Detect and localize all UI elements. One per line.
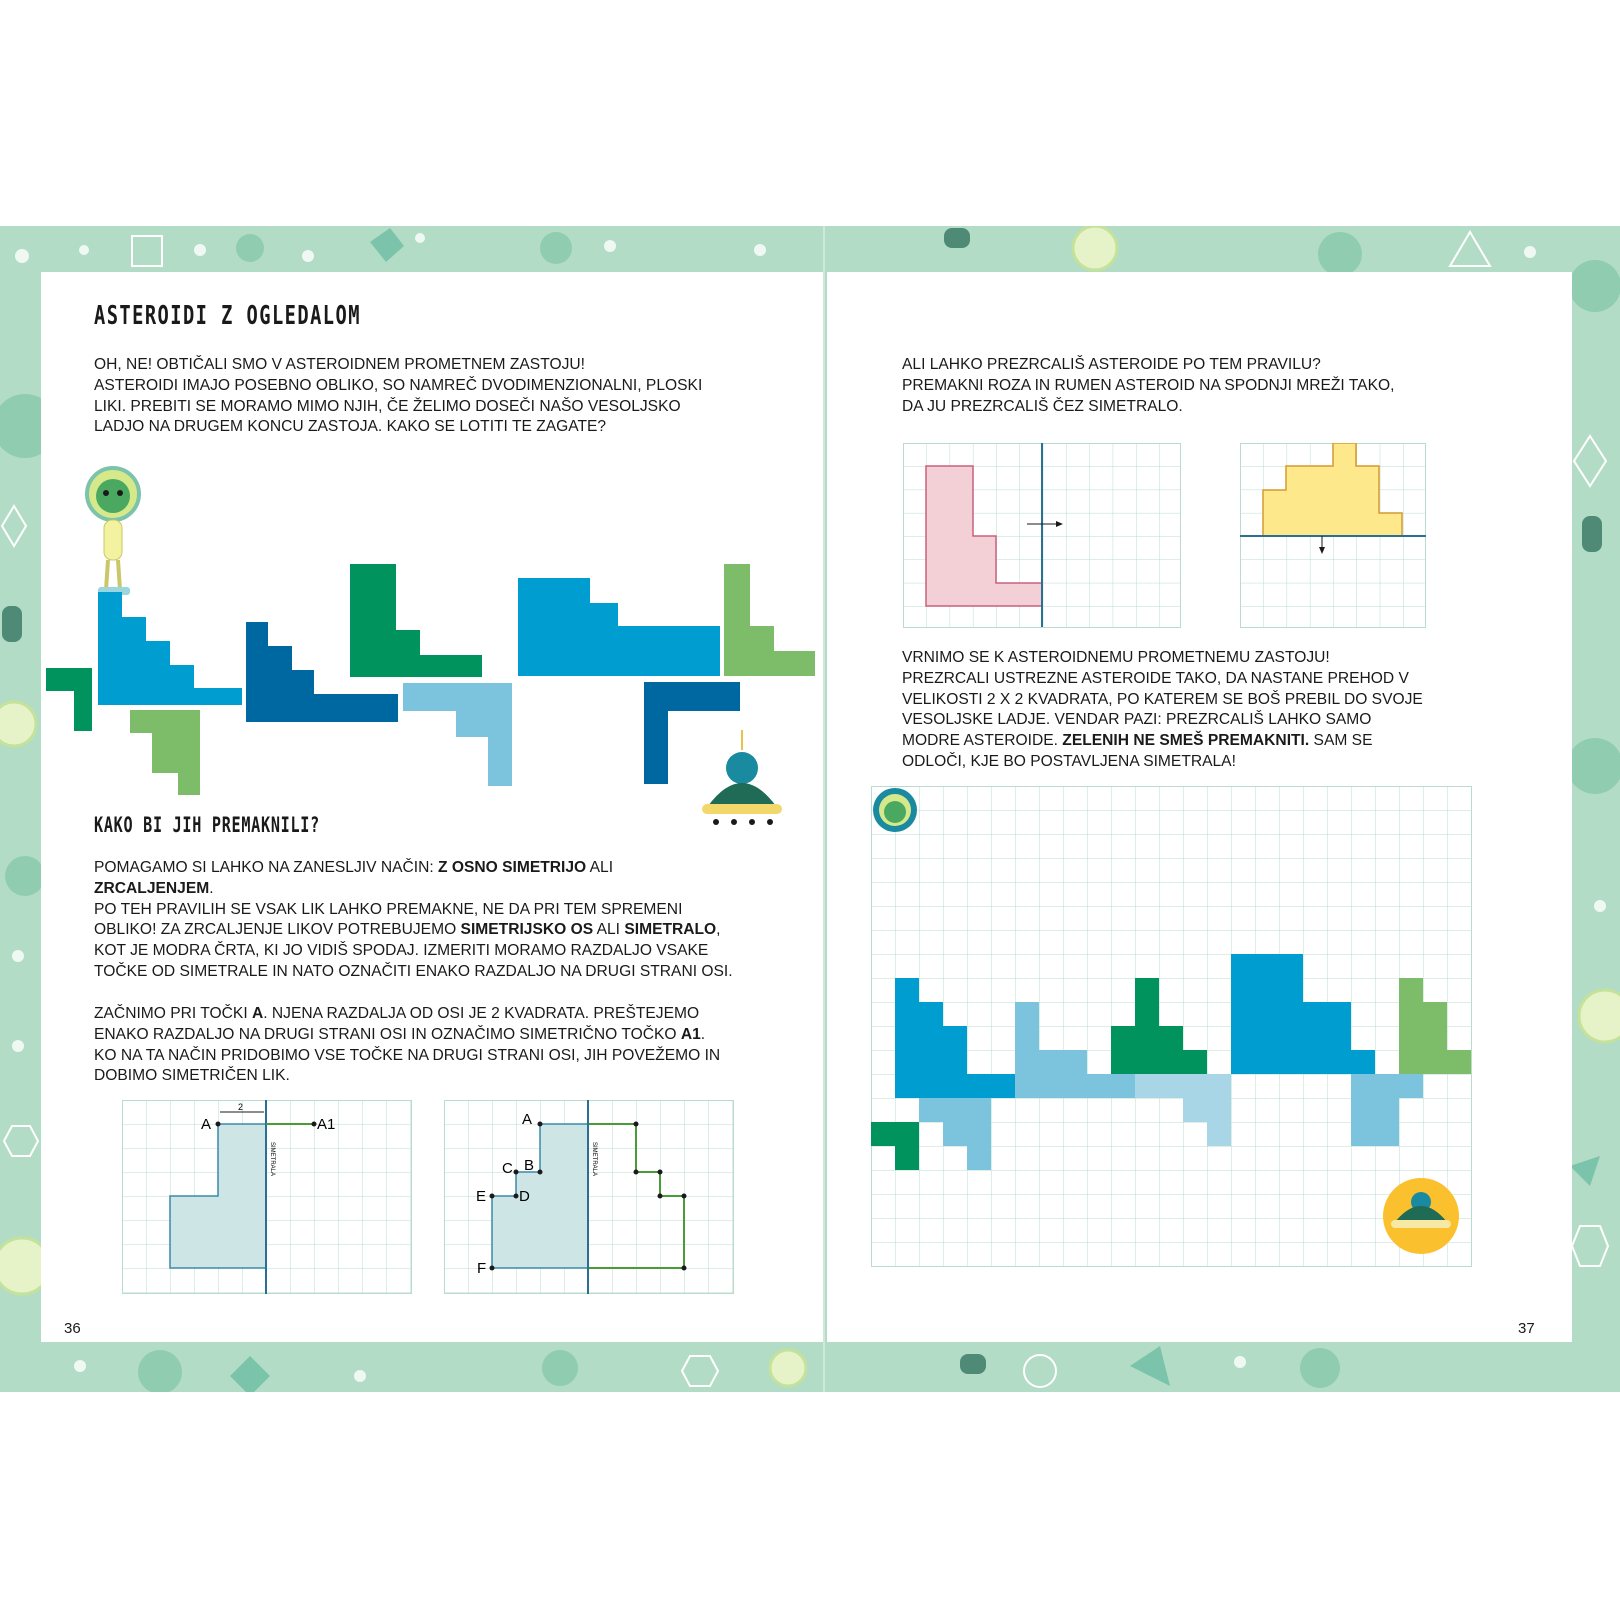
ufo-icon bbox=[702, 730, 782, 825]
task2-line: ODLOČI, KJE BO POSTAVLJENA SIMETRALA! bbox=[902, 752, 1236, 770]
method-text: . bbox=[209, 879, 214, 897]
star-icon bbox=[354, 1370, 366, 1382]
square-shape-icon bbox=[132, 236, 162, 266]
asteroid-illustration bbox=[0, 460, 823, 840]
method-text: KOT JE MODRA ČRTA, KI JO VIDIŠ SPODAJ. IZMERITI MORAMO RAZDALJO VSAKE bbox=[94, 942, 709, 960]
blue-asteroid bbox=[518, 578, 720, 676]
section-subtitle: KAKO BI JIH PREMAKNILI? bbox=[94, 813, 320, 837]
point-dot bbox=[490, 1266, 495, 1271]
planet-icon bbox=[1300, 1348, 1340, 1388]
point-label: C bbox=[502, 1160, 513, 1177]
point-label: E bbox=[476, 1188, 487, 1205]
sun-icon bbox=[770, 1350, 806, 1386]
hexagon-shape-icon bbox=[4, 1126, 38, 1156]
diamond-shape-icon bbox=[1574, 436, 1606, 486]
ufo-badge-icon bbox=[1383, 1178, 1459, 1254]
task1-paragraph bbox=[902, 355, 1394, 417]
point-label: D bbox=[519, 1188, 530, 1205]
yellow-exercise-grid bbox=[1240, 443, 1428, 629]
point-a-label: A bbox=[201, 1116, 212, 1133]
axis-label: SIMETRALA bbox=[591, 1142, 597, 1177]
alien-badge-icon bbox=[873, 788, 917, 832]
steps-text: DOBIMO SIMETRIČEN LIK. bbox=[94, 1067, 290, 1085]
steps-text: . bbox=[700, 1025, 706, 1043]
task1-line: PREMAKNI ROZA IN RUMEN ASTEROID NA SPODNJI MREŽI TAKO, bbox=[902, 376, 1395, 394]
method-text: ALI bbox=[586, 859, 614, 876]
star-icon bbox=[754, 244, 766, 256]
intro-line: ASTEROIDI IMAJO POSEBNO OBLIKO, SO NAMREČ DVODIMENZIONALNI, PLOSKI bbox=[94, 376, 703, 394]
star-icon bbox=[302, 250, 314, 262]
star-icon bbox=[1524, 246, 1536, 258]
task1-line: DA JU PREZRCALIŠ ČEZ SIMETRALO. bbox=[902, 397, 1183, 415]
method-paragraph bbox=[94, 858, 733, 983]
light-blue-asteroid bbox=[403, 683, 512, 786]
planet-icon bbox=[540, 232, 572, 264]
blue-asteroid[interactable] bbox=[991, 1074, 1015, 1098]
method-bold-text: SIMETRIJSKO OS bbox=[460, 921, 594, 939]
intro-line: OH, NE! OBTIČALI SMO V ASTEROIDNEM PROMETNEM ZASTOJU! bbox=[94, 356, 585, 373]
dark-blue-asteroid bbox=[644, 682, 740, 784]
green-asteroid bbox=[350, 564, 482, 677]
method-text: TOČKE OD SIMETRALE IN NATO OZNAČITI ENAKO RAZDALJO NA DRUGI STRANI OSI. bbox=[94, 962, 733, 980]
distance-label: 2 bbox=[238, 1102, 244, 1112]
point-label: B bbox=[524, 1157, 535, 1174]
star-icon bbox=[1594, 900, 1606, 912]
method-text: POMAGAMO SI LAHKO NA ZANESLJIV NAČIN: bbox=[94, 859, 439, 876]
steps-paragraph bbox=[94, 1004, 720, 1087]
green-asteroid bbox=[724, 564, 815, 676]
method-text: PO TEH PRAVILIH SE VSAK LIK LAHKO PREMAKNE, NE DA PRI TEM SPREMENI bbox=[94, 900, 683, 918]
point-dot bbox=[682, 1194, 687, 1199]
task2-bold-text: ZELENIH NE SMEŠ PREMAKNITI. bbox=[1062, 732, 1310, 750]
star-icon bbox=[1234, 1356, 1246, 1368]
planet-icon bbox=[236, 234, 264, 262]
steps-bold-text: A bbox=[251, 1005, 264, 1022]
point-dot bbox=[514, 1194, 519, 1199]
light-blue-asteroid[interactable] bbox=[1087, 1074, 1135, 1098]
traffic-jam-grid bbox=[871, 786, 1473, 1268]
point-dot bbox=[658, 1194, 663, 1199]
symmetry-diagram-1 bbox=[122, 1100, 414, 1296]
star-icon bbox=[12, 950, 24, 962]
steps-text: ENAKO RAZDALJO NA DRUGI STRANI OSI IN OZNAČIMO SIMETRIČNO TOČKO bbox=[94, 1025, 681, 1043]
task2-line: VELIKOSTI 2 X 2 KVADRATA, PO KATEREM SE BOŠ PREBIL DO SVOJE bbox=[902, 690, 1423, 708]
method-bold-text: SIMETRALO bbox=[624, 921, 717, 939]
planet-icon bbox=[138, 1350, 182, 1392]
intro-line: LADJO NA DRUGEM KONCU ZASTOJA. KAKO SE LOTITI TE ZAGATE? bbox=[94, 418, 607, 436]
method-text: ALI bbox=[593, 921, 625, 939]
crystal-icon bbox=[1130, 1346, 1170, 1386]
symmetry-diagram-2 bbox=[444, 1100, 736, 1296]
task2-line: VRNIMO SE K ASTEROIDNEMU PROMETNEMU ZASTOJU! bbox=[902, 649, 1330, 666]
task2-line: VESOLJSKE LADJE. VENDAR PAZI: PREZRCALIŠ LAHKO SAMO bbox=[902, 711, 1372, 729]
task2-paragraph bbox=[902, 648, 1423, 773]
page-number-left: 36 bbox=[64, 1320, 81, 1337]
blue-asteroid bbox=[98, 592, 242, 705]
alien-icon bbox=[87, 468, 139, 595]
point-a1-dot bbox=[312, 1122, 317, 1127]
task2-text: MODRE ASTEROIDE. bbox=[902, 732, 1063, 750]
sun-icon bbox=[1579, 990, 1620, 1042]
planet-icon bbox=[1567, 738, 1620, 794]
circle-shape-icon bbox=[1024, 1355, 1056, 1387]
triangle-shape-icon bbox=[1450, 232, 1490, 266]
sun-icon bbox=[1073, 226, 1117, 270]
method-text: , bbox=[716, 921, 721, 939]
crystal-icon bbox=[370, 228, 404, 262]
page-title: ASTEROIDI Z OGLEDALOM bbox=[94, 301, 361, 331]
method-bold-text: Z OSNO SIMETRIJO bbox=[438, 859, 587, 876]
intro-line: LIKI. PREBITI SE MORAMO MIMO NJIH, ČE ŽELIMO DOSEČI NAŠO VESOLJSKO bbox=[94, 397, 681, 415]
page-gutter bbox=[823, 226, 825, 1392]
star-icon bbox=[74, 1360, 86, 1372]
star-icon bbox=[194, 244, 206, 256]
planet-icon bbox=[542, 1350, 578, 1386]
point-dot bbox=[538, 1122, 543, 1127]
task2-line: PREZRCALI USTREZNE ASTEROIDE TAKO, DA NASTANE PREHOD V bbox=[902, 669, 1409, 687]
rocket-icon bbox=[1582, 516, 1602, 552]
point-a-dot bbox=[216, 1122, 221, 1127]
hexagon-shape-icon bbox=[1572, 1226, 1608, 1266]
point-dot bbox=[634, 1122, 639, 1127]
point-dot bbox=[514, 1170, 519, 1175]
star-icon bbox=[15, 249, 29, 263]
task2-text: SAM SE bbox=[1309, 732, 1373, 750]
point-a1-label: A1 bbox=[317, 1116, 336, 1133]
method-bold-text: ZRCALJENJEM bbox=[94, 879, 210, 897]
point-label: F bbox=[477, 1260, 487, 1277]
pink-exercise-grid bbox=[903, 443, 1183, 629]
method-text: OBLIKO! ZA ZRCALJENJE LIKOV POTREBUJEMO bbox=[94, 921, 461, 939]
green-asteroid bbox=[130, 710, 200, 795]
steps-text: KO NA TA NAČIN PRIDOBIMO VSE TOČKE NA DRUGI STRANI OSI, JIH POVEŽEMO IN bbox=[94, 1046, 721, 1064]
page-number-right: 37 bbox=[1518, 1320, 1535, 1337]
green-asteroid bbox=[46, 668, 92, 731]
point-dot bbox=[538, 1170, 543, 1175]
point-dot bbox=[658, 1170, 663, 1175]
star-icon bbox=[604, 240, 616, 252]
point-dot bbox=[682, 1266, 687, 1271]
steps-text: . NJENA RAZDALJA OD OSI JE 2 KVADRATA. PREŠTEJEMO bbox=[263, 1005, 700, 1022]
intro-paragraph bbox=[94, 355, 702, 438]
hexagon-shape-icon bbox=[682, 1356, 718, 1386]
axis-label: SIMETRALA bbox=[269, 1142, 275, 1177]
planet-icon bbox=[5, 856, 45, 896]
crystal-icon bbox=[1570, 1156, 1600, 1186]
steps-text: ZAČNIMO PRI TOČKI bbox=[94, 1005, 252, 1022]
point-dot bbox=[490, 1194, 495, 1199]
planet-icon bbox=[1318, 232, 1362, 276]
star-icon bbox=[12, 1040, 24, 1052]
crystal-icon bbox=[230, 1356, 270, 1392]
point-label: A bbox=[522, 1111, 533, 1128]
star-icon bbox=[415, 233, 425, 243]
star-icon bbox=[79, 245, 89, 255]
task1-line: ALI LAHKO PREZRCALIŠ ASTEROIDE PO TEM PRAVILU? bbox=[902, 356, 1321, 373]
rocket-icon bbox=[960, 1354, 986, 1374]
planet-icon bbox=[1569, 260, 1620, 312]
rocket-icon bbox=[944, 228, 970, 248]
steps-bold-text: A1 bbox=[680, 1025, 701, 1043]
point-dot bbox=[634, 1170, 639, 1175]
